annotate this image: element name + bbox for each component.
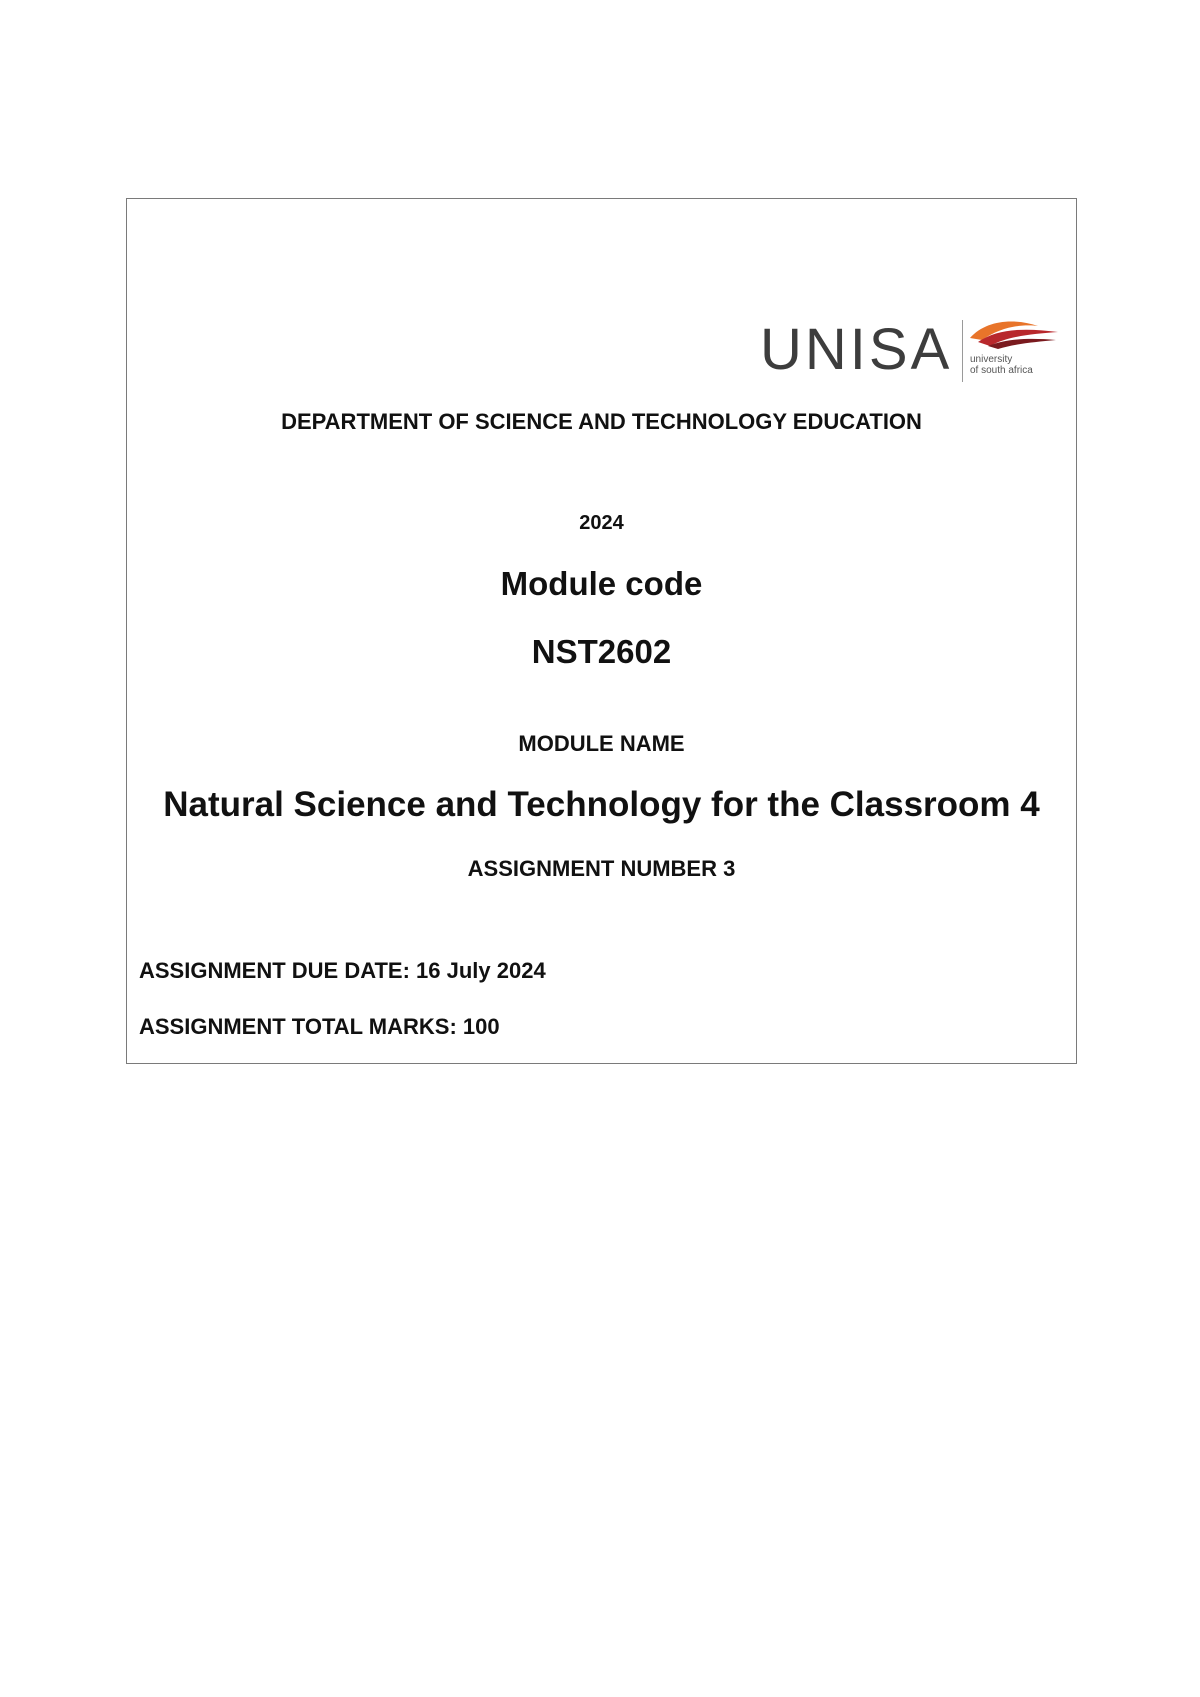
- year: 2024: [579, 512, 624, 534]
- logo-swoosh-icon: [968, 316, 1060, 350]
- assignment-due-date: ASSIGNMENT DUE DATE: 16 July 2024: [139, 958, 546, 983]
- logo-wordmark: UNISA: [760, 317, 953, 382]
- logo-tagline-line2: of south africa: [970, 365, 1033, 376]
- module-code: NST2602: [531, 633, 672, 670]
- module-name-label: MODULE NAME: [518, 731, 685, 756]
- assignment-total-marks: ASSIGNMENT TOTAL MARKS: 100: [139, 1014, 500, 1039]
- department-heading: DEPARTMENT OF SCIENCE AND TECHNOLOGY EDUCATION: [281, 409, 922, 434]
- unisa-logo: [760, 316, 1060, 384]
- logo-tagline: [970, 354, 1033, 376]
- logo-divider: [962, 320, 963, 382]
- assignment-number: ASSIGNMENT NUMBER 3: [467, 856, 736, 881]
- module-name: Natural Science and Technology for the Classroom 4: [163, 785, 1040, 824]
- module-code-label: Module code: [500, 565, 703, 602]
- logo-tagline-line1: university: [970, 354, 1013, 365]
